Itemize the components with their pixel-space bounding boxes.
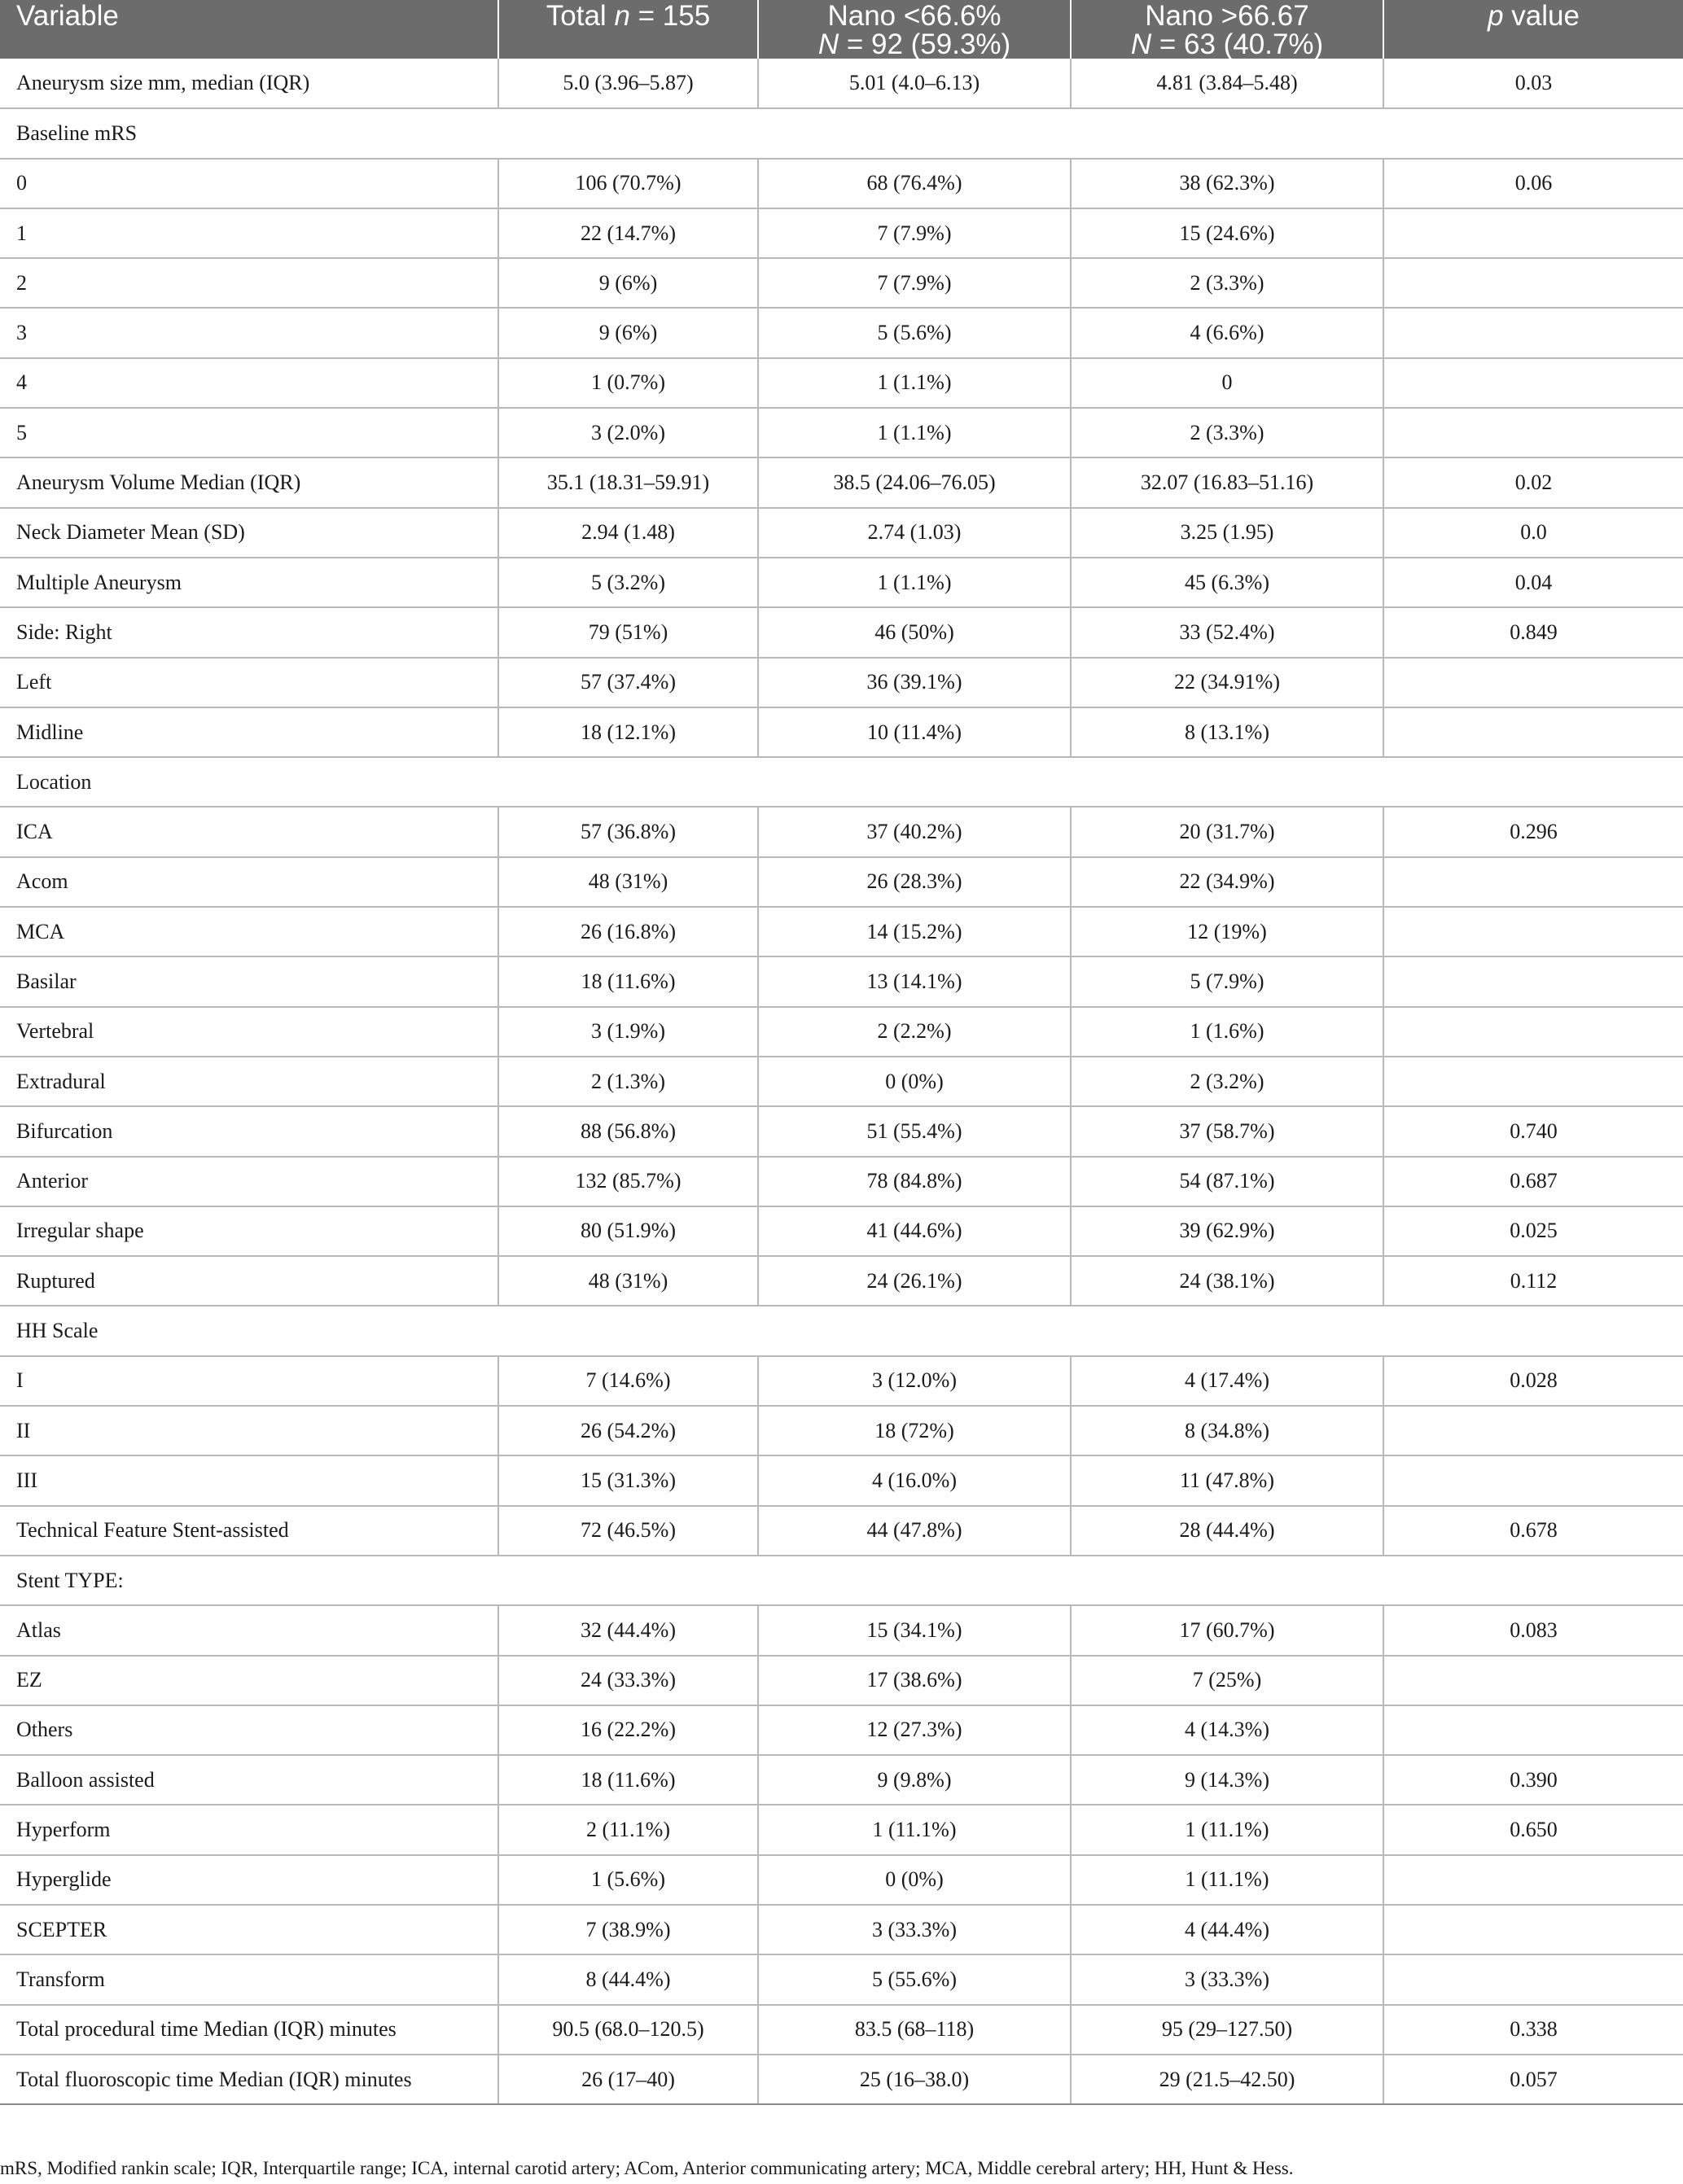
col-header-nano-low-line2 (762, 30, 1067, 59)
cell-total: 5 (3.2%) (498, 558, 758, 607)
cell-p-value (1383, 208, 1683, 258)
cell-nano-low: 41 (44.6%) (758, 1206, 1071, 1256)
cell-nano-high: 95 (29–127.50) (1071, 2005, 1383, 2055)
cell-total: 72 (46.5%) (498, 1506, 758, 1556)
cell-p-value (1383, 1057, 1683, 1106)
cell-nano-low: 1 (1.1%) (758, 358, 1071, 408)
section-label: HH Scale (0, 1306, 1683, 1355)
cell-variable: Acom (0, 857, 498, 907)
cell-total: 26 (17–40) (498, 2055, 758, 2104)
cell-total: 1 (5.6%) (498, 1855, 758, 1905)
cell-nano-high: 22 (34.9%) (1071, 857, 1383, 907)
cell-nano-high: 7 (25%) (1071, 1656, 1383, 1705)
cell-nano-low: 36 (39.1%) (758, 658, 1071, 707)
cell-p-value: 0.057 (1383, 2055, 1683, 2104)
table-row (0, 1256, 1683, 1306)
cell-variable: Anterior (0, 1157, 498, 1206)
cell-p-value (1383, 1656, 1683, 1705)
table-row (0, 208, 1683, 258)
cell-nano-high: 4 (6.6%) (1071, 308, 1383, 357)
cell-p-value: 0.678 (1383, 1506, 1683, 1556)
cell-variable: EZ (0, 1656, 498, 1705)
col-header-total-post: = 155 (629, 0, 711, 32)
cell-total: 18 (11.6%) (498, 956, 758, 1006)
cell-nano-high: 3 (33.3%) (1071, 1954, 1383, 2004)
cell-nano-high: 28 (44.4%) (1071, 1506, 1383, 1556)
cell-p-value (1383, 1705, 1683, 1755)
table-row (0, 2055, 1683, 2104)
cell-total: 3 (2.0%) (498, 408, 758, 457)
cell-variable: I (0, 1356, 498, 1406)
section-label: Stent TYPE: (0, 1556, 1683, 1605)
table-row (0, 607, 1683, 657)
cell-nano-high: 45 (6.3%) (1071, 558, 1383, 607)
table-row (0, 1905, 1683, 1954)
cell-nano-low: 2 (2.2%) (758, 1007, 1071, 1057)
cell-nano-low: 17 (38.6%) (758, 1656, 1071, 1705)
cell-variable: 5 (0, 408, 498, 457)
cell-nano-low: 38.5 (24.06–76.05) (758, 457, 1071, 507)
cell-total: 9 (6%) (498, 258, 758, 308)
cell-p-value (1383, 358, 1683, 408)
table-footnote: mRS, Modified rankin scale; IQR, Interquartile range; ICA, internal carotid artery; ACom, Anterior communicating artery; MCA, Middle cerebral artery; HH, Hunt & Hess. (0, 2158, 1294, 2178)
cell-nano-high: 5 (7.9%) (1071, 956, 1383, 1006)
col-header-p-rest: value (1503, 0, 1580, 32)
col-header-nano-low-line1: Nano <66.6% (827, 0, 1001, 32)
col-header-variable-text: Variable (16, 0, 119, 32)
cell-nano-low: 1 (1.1%) (758, 558, 1071, 607)
table-row (0, 1206, 1683, 1256)
cell-nano-low: 12 (27.3%) (758, 1705, 1071, 1755)
table-row (0, 1157, 1683, 1206)
section-label: Baseline mRS (0, 108, 1683, 158)
cell-variable: Extradural (0, 1057, 498, 1106)
cell-nano-low: 13 (14.1%) (758, 956, 1071, 1006)
cell-nano-high: 4 (14.3%) (1071, 1705, 1383, 1755)
cell-nano-high: 32.07 (16.83–51.16) (1071, 457, 1383, 507)
cell-total: 3 (1.9%) (498, 1007, 758, 1057)
col-header-total (498, 0, 758, 59)
cell-total: 88 (56.8%) (498, 1106, 758, 1156)
cell-nano-high: 3.25 (1.95) (1071, 508, 1383, 558)
cell-nano-low: 9 (9.8%) (758, 1755, 1071, 1805)
cell-p-value (1383, 907, 1683, 956)
cell-nano-high: 29 (21.5–42.50) (1071, 2055, 1383, 2104)
cell-nano-high: 54 (87.1%) (1071, 1157, 1383, 1206)
cell-nano-low: 14 (15.2%) (758, 907, 1071, 956)
table-row (0, 1356, 1683, 1406)
cell-total: 106 (70.7%) (498, 159, 758, 208)
cell-nano-low: 10 (11.4%) (758, 707, 1071, 757)
cell-nano-low: 3 (12.0%) (758, 1356, 1071, 1406)
header-row (0, 0, 1683, 59)
cell-nano-high: 15 (24.6%) (1071, 208, 1383, 258)
cell-nano-high: 24 (38.1%) (1071, 1256, 1383, 1306)
table-row (0, 1007, 1683, 1057)
cell-nano-low: 0 (0%) (758, 1855, 1071, 1905)
cell-nano-low: 78 (84.8%) (758, 1157, 1071, 1206)
section-row (0, 108, 1683, 158)
table-row (0, 1605, 1683, 1655)
cell-total: 35.1 (18.31–59.91) (498, 457, 758, 507)
cell-p-value (1383, 308, 1683, 357)
cell-variable: Hyperform (0, 1805, 498, 1854)
cell-variable: Others (0, 1705, 498, 1755)
cell-nano-high: 4 (44.4%) (1071, 1905, 1383, 1954)
table-row (0, 59, 1683, 108)
cell-nano-low: 1 (11.1%) (758, 1805, 1071, 1854)
cell-total: 9 (6%) (498, 308, 758, 357)
table-row (0, 159, 1683, 208)
cell-total: 5.0 (3.96–5.87) (498, 59, 758, 108)
cell-nano-high: 2 (3.2%) (1071, 1057, 1383, 1106)
cell-variable: II (0, 1406, 498, 1455)
cell-p-value: 0.390 (1383, 1755, 1683, 1805)
cell-total: 79 (51%) (498, 607, 758, 657)
cell-total: 90.5 (68.0–120.5) (498, 2005, 758, 2055)
cell-p-value (1383, 408, 1683, 457)
cell-total: 132 (85.7%) (498, 1157, 758, 1206)
cell-nano-low: 51 (55.4%) (758, 1106, 1071, 1156)
col-header-nano-high-line2 (1075, 30, 1379, 59)
table-row (0, 1106, 1683, 1156)
cell-total: 18 (11.6%) (498, 1755, 758, 1805)
cell-total: 48 (31%) (498, 857, 758, 907)
cell-variable: Bifurcation (0, 1106, 498, 1156)
table-row (0, 907, 1683, 956)
cell-nano-low: 25 (16–38.0) (758, 2055, 1071, 2104)
cell-total: 1 (0.7%) (498, 358, 758, 408)
table-row (0, 1705, 1683, 1755)
table-row (0, 358, 1683, 408)
cell-p-value: 0.06 (1383, 159, 1683, 208)
cell-variable: Left (0, 658, 498, 707)
col-header-nano-high-n: N (1130, 28, 1152, 59)
cell-variable: Transform (0, 1954, 498, 2004)
cell-variable: Neck Diameter Mean (SD) (0, 508, 498, 558)
cell-variable: Balloon assisted (0, 1755, 498, 1805)
cell-p-value (1383, 1406, 1683, 1455)
cell-variable: Total fluoroscopic time Median (IQR) minutes (0, 2055, 498, 2104)
cell-p-value: 0.296 (1383, 807, 1683, 856)
cell-variable: Irregular shape (0, 1206, 498, 1256)
cell-variable: Hyperglide (0, 1855, 498, 1905)
cell-total: 2.94 (1.48) (498, 508, 758, 558)
table-row (0, 956, 1683, 1006)
cell-variable: Ruptured (0, 1256, 498, 1306)
cell-variable: Aneurysm size mm, median (IQR) (0, 59, 498, 108)
cell-variable: 1 (0, 208, 498, 258)
cell-total: 80 (51.9%) (498, 1206, 758, 1256)
cell-total: 2 (11.1%) (498, 1805, 758, 1854)
cell-p-value (1383, 857, 1683, 907)
table-row (0, 1755, 1683, 1805)
col-header-nano-low-n: N (817, 28, 839, 59)
cell-p-value: 0.338 (1383, 2005, 1683, 2055)
cell-variable: III (0, 1455, 498, 1505)
table-header (0, 0, 1683, 59)
table-row (0, 1855, 1683, 1905)
cell-variable: Total procedural time Median (IQR) minutes (0, 2005, 498, 2055)
cell-nano-high: 11 (47.8%) (1071, 1455, 1383, 1505)
cell-nano-low: 26 (28.3%) (758, 857, 1071, 907)
col-header-nano-low-count: = 92 (59.3%) (839, 28, 1011, 59)
cell-nano-low: 68 (76.4%) (758, 159, 1071, 208)
cell-total: 7 (14.6%) (498, 1356, 758, 1406)
cell-p-value (1383, 1455, 1683, 1505)
cell-nano-low: 5 (5.6%) (758, 308, 1071, 357)
cell-variable: Basilar (0, 956, 498, 1006)
cell-p-value: 0.687 (1383, 1157, 1683, 1206)
table-row (0, 658, 1683, 707)
table-row (0, 508, 1683, 558)
cell-total: 57 (36.8%) (498, 807, 758, 856)
cell-nano-high: 20 (31.7%) (1071, 807, 1383, 856)
section-row (0, 1556, 1683, 1605)
col-header-p-value (1383, 0, 1683, 59)
section-row (0, 1306, 1683, 1355)
cell-variable: SCEPTER (0, 1905, 498, 1954)
cell-nano-high: 2 (3.3%) (1071, 258, 1383, 308)
cell-total: 24 (33.3%) (498, 1656, 758, 1705)
cell-p-value (1383, 1855, 1683, 1905)
cell-p-value: 0.849 (1383, 607, 1683, 657)
cell-nano-low: 4 (16.0%) (758, 1455, 1071, 1505)
cell-p-value (1383, 1954, 1683, 2004)
col-header-nano-low (758, 0, 1071, 59)
col-header-nano-high-line1: Nano >66.67 (1145, 0, 1309, 32)
cell-nano-high: 4.81 (3.84–5.48) (1071, 59, 1383, 108)
cell-total: 32 (44.4%) (498, 1605, 758, 1655)
cell-nano-low: 18 (72%) (758, 1406, 1071, 1455)
cell-nano-high: 33 (52.4%) (1071, 607, 1383, 657)
cell-nano-low: 0 (0%) (758, 1057, 1071, 1106)
table-row (0, 1954, 1683, 2004)
cell-p-value: 0.112 (1383, 1256, 1683, 1306)
cell-nano-high: 2 (3.3%) (1071, 408, 1383, 457)
cell-p-value (1383, 1007, 1683, 1057)
col-header-total-pre: Total (546, 0, 615, 32)
cell-nano-low: 7 (7.9%) (758, 258, 1071, 308)
col-header-total-n: n (614, 0, 630, 32)
cell-variable: Side: Right (0, 607, 498, 657)
table-row (0, 1406, 1683, 1455)
cell-variable: 4 (0, 358, 498, 408)
cell-nano-high: 9 (14.3%) (1071, 1755, 1383, 1805)
cell-nano-high: 4 (17.4%) (1071, 1356, 1383, 1406)
cell-nano-low: 3 (33.3%) (758, 1905, 1071, 1954)
cell-p-value: 0.04 (1383, 558, 1683, 607)
cell-variable: 3 (0, 308, 498, 357)
table-row (0, 1455, 1683, 1505)
cell-p-value: 0.083 (1383, 1605, 1683, 1655)
col-header-nano-high-count: = 63 (40.7%) (1151, 28, 1324, 59)
table-row (0, 457, 1683, 507)
cell-nano-low: 5.01 (4.0–6.13) (758, 59, 1071, 108)
table-row (0, 707, 1683, 757)
cell-total: 8 (44.4%) (498, 1954, 758, 2004)
cell-p-value: 0.02 (1383, 457, 1683, 507)
cell-total: 57 (37.4%) (498, 658, 758, 707)
col-header-variable (0, 0, 498, 59)
cell-p-value: 0.03 (1383, 59, 1683, 108)
cell-total: 26 (16.8%) (498, 907, 758, 956)
table-row (0, 1057, 1683, 1106)
table-row (0, 308, 1683, 357)
cell-total: 16 (22.2%) (498, 1705, 758, 1755)
section-label: Location (0, 757, 1683, 807)
cell-nano-low: 5 (55.6%) (758, 1954, 1071, 2004)
cell-nano-low: 83.5 (68–118) (758, 2005, 1071, 2055)
cell-nano-low: 7 (7.9%) (758, 208, 1071, 258)
cell-nano-high: 38 (62.3%) (1071, 159, 1383, 208)
cell-nano-high: 1 (1.6%) (1071, 1007, 1383, 1057)
cell-variable: 2 (0, 258, 498, 308)
cell-nano-high: 8 (34.8%) (1071, 1406, 1383, 1455)
cell-nano-low: 15 (34.1%) (758, 1605, 1071, 1655)
cell-p-value (1383, 658, 1683, 707)
cell-nano-high: 12 (19%) (1071, 907, 1383, 956)
table-row (0, 408, 1683, 457)
table-row (0, 1506, 1683, 1556)
cell-variable: ICA (0, 807, 498, 856)
cell-nano-high: 8 (13.1%) (1071, 707, 1383, 757)
table-row (0, 857, 1683, 907)
cell-total: 22 (14.7%) (498, 208, 758, 258)
table-row (0, 807, 1683, 856)
cell-total: 18 (12.1%) (498, 707, 758, 757)
cell-nano-high: 1 (11.1%) (1071, 1805, 1383, 1854)
cell-variable: Multiple Aneurysm (0, 558, 498, 607)
table-row (0, 558, 1683, 607)
cell-total: 26 (54.2%) (498, 1406, 758, 1455)
cell-variable: MCA (0, 907, 498, 956)
cell-nano-low: 44 (47.8%) (758, 1506, 1071, 1556)
cell-p-value: 0.025 (1383, 1206, 1683, 1256)
cell-nano-low: 2.74 (1.03) (758, 508, 1071, 558)
cell-p-value (1383, 956, 1683, 1006)
cell-nano-low: 24 (26.1%) (758, 1256, 1071, 1306)
cell-p-value: 0.028 (1383, 1356, 1683, 1406)
table-row (0, 1805, 1683, 1854)
cell-variable: Atlas (0, 1605, 498, 1655)
cell-nano-high: 22 (34.91%) (1071, 658, 1383, 707)
cell-variable: Vertebral (0, 1007, 498, 1057)
cell-nano-low: 46 (50%) (758, 607, 1071, 657)
cell-p-value (1383, 707, 1683, 757)
col-header-p: p (1488, 0, 1504, 32)
cell-total: 2 (1.3%) (498, 1057, 758, 1106)
cell-variable: 0 (0, 159, 498, 208)
cell-variable: Midline (0, 707, 498, 757)
cell-variable: Aneurysm Volume Median (IQR) (0, 457, 498, 507)
cell-total: 15 (31.3%) (498, 1455, 758, 1505)
cell-nano-low: 37 (40.2%) (758, 807, 1071, 856)
cell-nano-low: 1 (1.1%) (758, 408, 1071, 457)
cell-p-value (1383, 1905, 1683, 1954)
table-body (0, 59, 1683, 2104)
cell-p-value: 0.0 (1383, 508, 1683, 558)
cell-nano-high: 17 (60.7%) (1071, 1605, 1383, 1655)
section-row (0, 757, 1683, 807)
table-row (0, 258, 1683, 308)
cell-total: 48 (31%) (498, 1256, 758, 1306)
cell-total: 7 (38.9%) (498, 1905, 758, 1954)
cell-p-value (1383, 258, 1683, 308)
cell-p-value: 0.740 (1383, 1106, 1683, 1156)
cell-nano-high: 0 (1071, 358, 1383, 408)
cell-nano-high: 37 (58.7%) (1071, 1106, 1383, 1156)
col-header-nano-high (1071, 0, 1383, 59)
table-row (0, 1656, 1683, 1705)
table-row (0, 2005, 1683, 2055)
cell-variable: Technical Feature Stent-assisted (0, 1506, 498, 1556)
cell-nano-high: 1 (11.1%) (1071, 1855, 1383, 1905)
cell-nano-high: 39 (62.9%) (1071, 1206, 1383, 1256)
cell-p-value: 0.650 (1383, 1805, 1683, 1854)
